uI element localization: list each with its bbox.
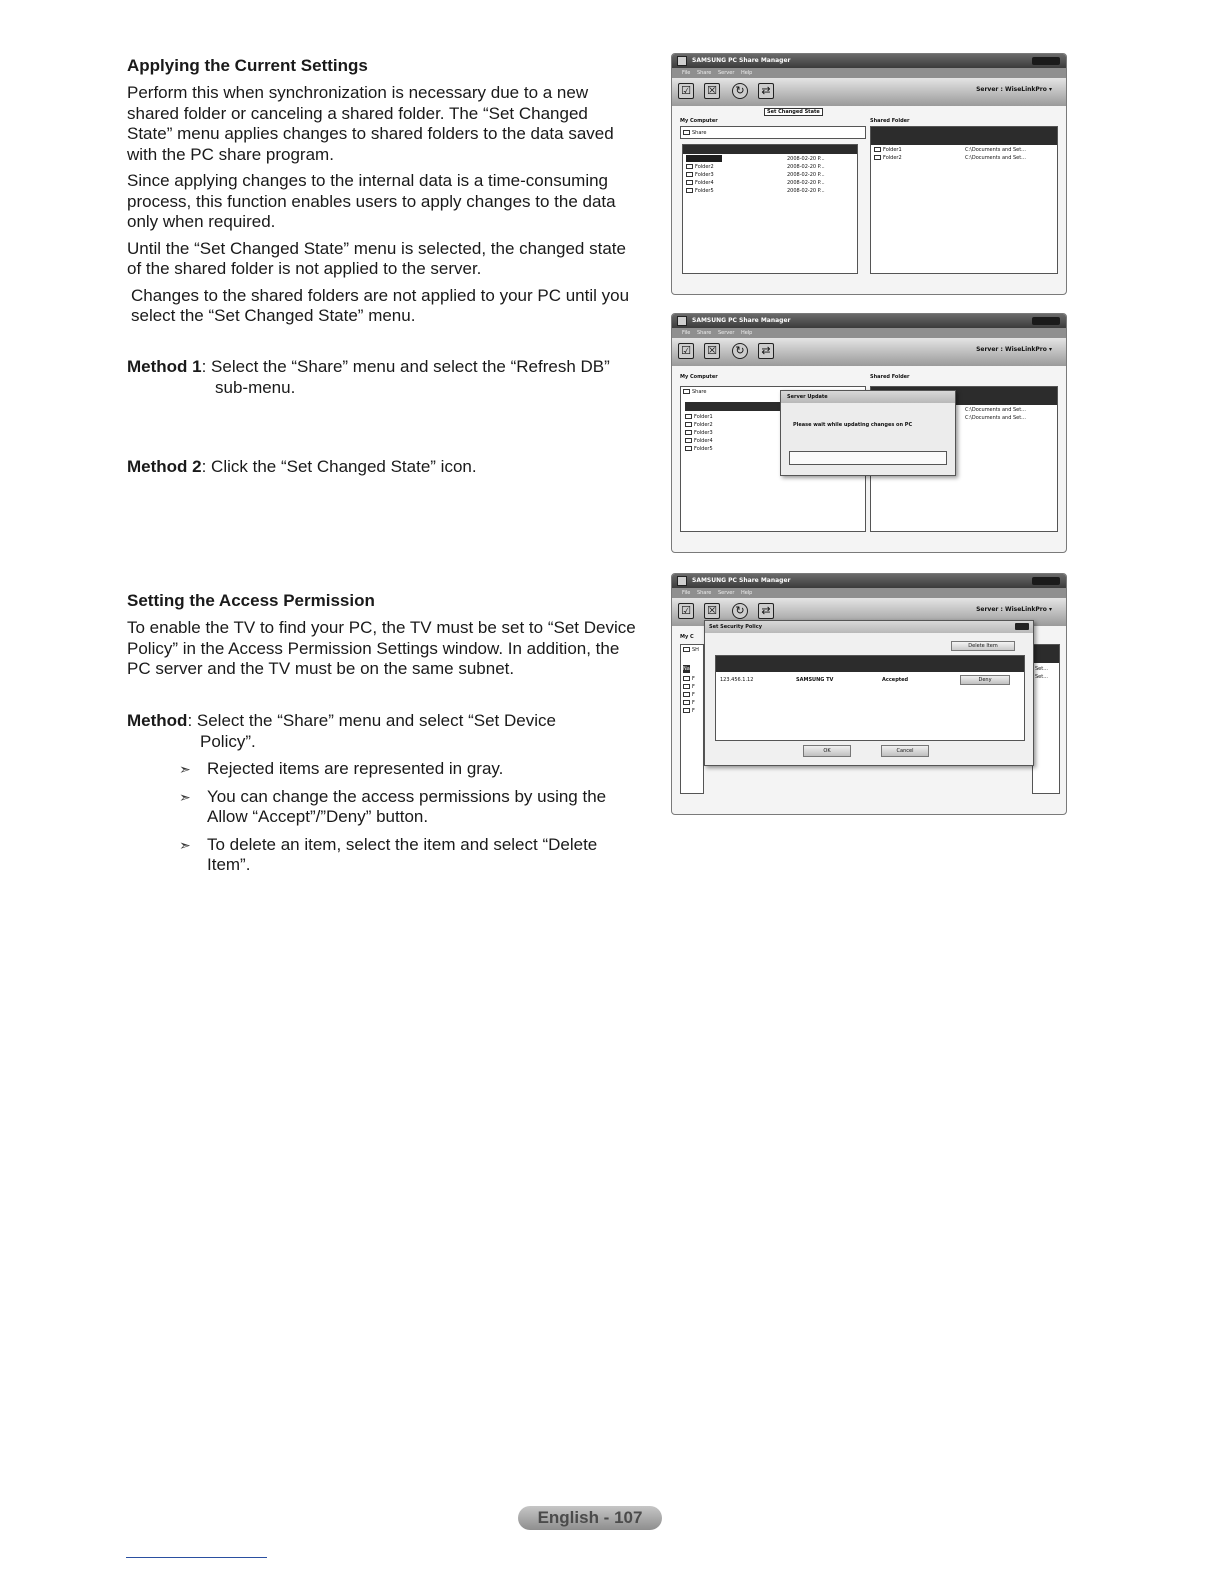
server-update-dialog xyxy=(780,390,956,476)
note-text: Rejected items are represented in gray. xyxy=(207,759,504,778)
delete-item-button[interactable]: Delete Item xyxy=(951,641,1015,651)
my-computer-label: My Computer xyxy=(680,118,718,124)
note-text: To delete an item, select the item and select “Delete Item”. xyxy=(207,834,598,874)
list-item xyxy=(685,421,713,429)
path-text: Share xyxy=(692,389,707,395)
close-icon[interactable] xyxy=(1015,623,1029,630)
folder-name: Folder5 xyxy=(694,446,713,452)
path-text: SH xyxy=(692,647,699,653)
dialog-message: Please wait while updating changes on PC xyxy=(793,422,913,428)
device-cell: SAMSUNG TV xyxy=(796,677,834,683)
folder-icon xyxy=(874,155,881,160)
list-item xyxy=(874,146,902,154)
folder-icon xyxy=(683,692,690,697)
note-item xyxy=(127,759,637,780)
path-cell: Set... xyxy=(1035,674,1048,680)
list-item xyxy=(685,445,713,453)
list-item xyxy=(686,187,714,195)
footer-rule xyxy=(126,1557,267,1558)
path-cell: C:\Documents and Set... xyxy=(965,415,1026,421)
path-cell: Set... xyxy=(1035,666,1048,672)
paragraph: To enable the TV to find your PC, the TV must be set to “Set Device Policy” in the Access Permission Settings window. In addition, the PC server and the TV must be on the same subnet. xyxy=(127,618,636,678)
path-text: Share xyxy=(692,130,707,136)
window-title-bar xyxy=(672,314,1066,328)
server-label: Server : xyxy=(976,346,1003,353)
date-cell: 2008-02-20 P... xyxy=(787,172,825,178)
folder-name: F xyxy=(692,708,695,714)
page-number-badge: English - 107 xyxy=(518,1506,662,1530)
add-share-icon: ☑ xyxy=(678,603,694,619)
selected-row xyxy=(686,155,722,162)
toolbar xyxy=(672,338,1066,366)
paragraph: Perform this when synchronization is necessary due to a new shared folder or canceling a shared folder. The “Set Changed State” menu applies changes to shared folders to the data saved with the PC share program. xyxy=(127,83,614,164)
folder-name: Folder1 xyxy=(694,414,713,420)
path-cell: C:\Documents and Set... xyxy=(965,407,1026,413)
method-text: : Click the “Set Changed State” icon. xyxy=(201,457,477,476)
folder-name: F xyxy=(692,700,695,706)
device-table xyxy=(715,655,1025,741)
ip-cell: 123.456.1.12 xyxy=(720,677,754,683)
window-controls-icon xyxy=(1032,57,1060,65)
folder-icon xyxy=(683,700,690,705)
folder-icon xyxy=(686,180,693,185)
app-icon xyxy=(677,316,687,326)
shared-list xyxy=(1032,644,1060,794)
folder-name: F xyxy=(692,676,695,682)
dialog-title: Server Update xyxy=(787,394,828,400)
server-selector: Server : WiseLinkPro ▾ xyxy=(976,606,1052,613)
security-policy-dialog xyxy=(704,620,1034,766)
window-title-bar xyxy=(672,574,1066,588)
folder-icon xyxy=(685,422,692,427)
path-cell: C:\Documents and Set... xyxy=(965,147,1026,153)
arrow-icon: ➣ xyxy=(179,761,191,777)
folder-icon xyxy=(686,172,693,177)
ok-button[interactable]: OK xyxy=(803,745,851,757)
server-value: WiseLinkPro xyxy=(1004,346,1047,353)
server-label: Server : xyxy=(976,606,1003,613)
set-changed-state-icon: ⇄ xyxy=(758,343,774,359)
paragraph: Since applying changes to the internal data is a time-consuming process, this function enables users to apply changes to the data only when required. xyxy=(127,171,616,231)
screenshot-server-update xyxy=(671,313,1067,553)
server-selector: Server : WiseLinkPro ▾ xyxy=(976,346,1052,353)
list-item xyxy=(685,413,713,421)
list-item xyxy=(686,163,714,171)
list-item xyxy=(683,675,695,683)
list-item xyxy=(683,683,695,691)
list-header: Na xyxy=(683,666,690,672)
menu-bar: File Share Server Help xyxy=(672,328,1066,338)
list-item xyxy=(685,429,713,437)
folder-name: Folder2 xyxy=(883,155,902,161)
folder-name: Folder2 xyxy=(694,422,713,428)
window-controls-icon xyxy=(1032,317,1060,325)
refresh-icon: ↻ xyxy=(732,83,748,99)
folder-name: Folder1 xyxy=(883,147,902,153)
folder-name: Folder3 xyxy=(695,172,714,178)
table-header xyxy=(716,656,1024,672)
state-cell: Accepted xyxy=(882,677,909,683)
folder-icon xyxy=(685,446,692,451)
date-cell: 2008-02-20 P... xyxy=(787,188,825,194)
method-label: Method 1 xyxy=(127,357,202,376)
path-cell: C:\Documents and Set... xyxy=(965,155,1026,161)
my-computer-label: My C xyxy=(680,634,694,640)
folder-icon xyxy=(683,130,690,135)
paragraph: Until the “Set Changed State” menu is selected, the changed state of the shared folder is not applied to the server. xyxy=(127,238,626,278)
menu-bar: File Share Server Help xyxy=(672,68,1066,78)
tooltip: Set Changed State xyxy=(764,108,823,116)
section-applying-settings xyxy=(127,55,637,327)
folder-icon xyxy=(685,438,692,443)
screenshot-set-changed-state xyxy=(671,53,1067,295)
remove-share-icon: ☒ xyxy=(704,603,720,619)
my-computer-label: My Computer xyxy=(680,374,718,380)
folder-icon xyxy=(683,708,690,713)
list-header xyxy=(683,145,857,154)
section-access-permission xyxy=(127,590,637,680)
folder-list xyxy=(680,644,704,794)
folder-name: Folder3 xyxy=(694,430,713,436)
folder-icon xyxy=(685,430,692,435)
list-item xyxy=(683,691,695,699)
list-item xyxy=(683,699,695,707)
folder-name: F xyxy=(692,684,695,690)
method-text: : Select the “Share” menu and select “Set Device xyxy=(187,711,556,730)
screenshot-set-security-policy xyxy=(671,573,1067,815)
refresh-icon: ↻ xyxy=(732,603,748,619)
folder-icon xyxy=(683,676,690,681)
shared-list xyxy=(870,126,1058,274)
folder-name: Folder4 xyxy=(695,180,714,186)
list-header xyxy=(1033,645,1059,663)
window-title: SAMSUNG PC Share Manager xyxy=(692,317,791,324)
set-changed-state-icon: ⇄ xyxy=(758,83,774,99)
method-label: Method xyxy=(127,711,188,730)
server-label: Server : xyxy=(976,86,1003,93)
list-item xyxy=(686,171,714,179)
list-item xyxy=(874,154,902,162)
window-controls-icon xyxy=(1032,577,1060,585)
section-heading: Applying the Current Settings xyxy=(127,56,368,75)
folder-icon xyxy=(685,414,692,419)
toolbar xyxy=(672,78,1066,106)
remove-share-icon: ☒ xyxy=(704,343,720,359)
progress-bar xyxy=(789,451,947,465)
window-title-bar xyxy=(672,54,1066,68)
window-title: SAMSUNG PC Share Manager xyxy=(692,57,791,64)
add-share-icon: ☑ xyxy=(678,343,694,359)
folder-list xyxy=(682,144,858,274)
folder-name: Folder2 xyxy=(695,164,714,170)
app-icon xyxy=(677,576,687,586)
path-box xyxy=(680,126,866,139)
folder-icon xyxy=(874,147,881,152)
method-2 xyxy=(127,457,637,478)
list-item xyxy=(686,179,714,187)
method-text-cont: Policy”. xyxy=(200,731,256,751)
note-text: You can change the access permissions by using the Allow “Accept”/”Deny” button. xyxy=(207,786,607,826)
arrow-icon: ➣ xyxy=(179,836,191,853)
folder-icon xyxy=(683,647,690,652)
server-value: WiseLinkPro xyxy=(1004,606,1047,613)
list-header xyxy=(685,402,795,411)
method-text: : Select the “Share” menu and select the “Refresh DB” xyxy=(201,357,610,376)
app-icon xyxy=(677,56,687,66)
date-cell: 2008-02-20 P... xyxy=(787,156,825,162)
folder-name: Folder4 xyxy=(694,438,713,444)
method-access xyxy=(127,711,637,876)
folder-icon xyxy=(686,164,693,169)
arrow-icon: ➣ xyxy=(179,788,191,805)
folder-icon xyxy=(683,684,690,689)
add-share-icon: ☑ xyxy=(678,83,694,99)
shared-folder-label: Shared Folder xyxy=(870,374,910,380)
remove-share-icon: ☒ xyxy=(704,83,720,99)
list-header xyxy=(871,127,1057,145)
server-value: WiseLinkPro xyxy=(1004,86,1047,93)
date-cell: 2008-02-20 P... xyxy=(787,180,825,186)
paragraph: Changes to the shared folders are not applied to your PC until you select the “Set Changed State” menu. xyxy=(131,285,630,325)
method-1 xyxy=(127,357,637,398)
dialog-title: Set Security Policy xyxy=(709,624,762,630)
method-label: Method 2 xyxy=(127,457,202,476)
server-selector: Server : WiseLinkPro ▾ xyxy=(976,86,1052,93)
deny-button[interactable]: Deny xyxy=(960,675,1010,685)
section-heading: Setting the Access Permission xyxy=(127,591,375,610)
note-item xyxy=(127,787,637,828)
menu-bar: File Share Server Help xyxy=(672,588,1066,598)
window-title: SAMSUNG PC Share Manager xyxy=(692,577,791,584)
folder-icon xyxy=(683,389,690,394)
note-item xyxy=(127,835,637,876)
list-item xyxy=(683,707,695,715)
date-cell: 2008-02-20 P... xyxy=(787,164,825,170)
method-text-cont: sub-menu. xyxy=(215,377,296,397)
shared-folder-label: Shared Folder xyxy=(870,118,910,124)
cancel-button[interactable]: Cancel xyxy=(881,745,929,757)
list-item xyxy=(685,437,713,445)
folder-icon xyxy=(686,188,693,193)
set-changed-state-icon: ⇄ xyxy=(758,603,774,619)
refresh-icon: ↻ xyxy=(732,343,748,359)
folder-name: Folder5 xyxy=(695,188,714,194)
folder-name: F xyxy=(692,692,695,698)
